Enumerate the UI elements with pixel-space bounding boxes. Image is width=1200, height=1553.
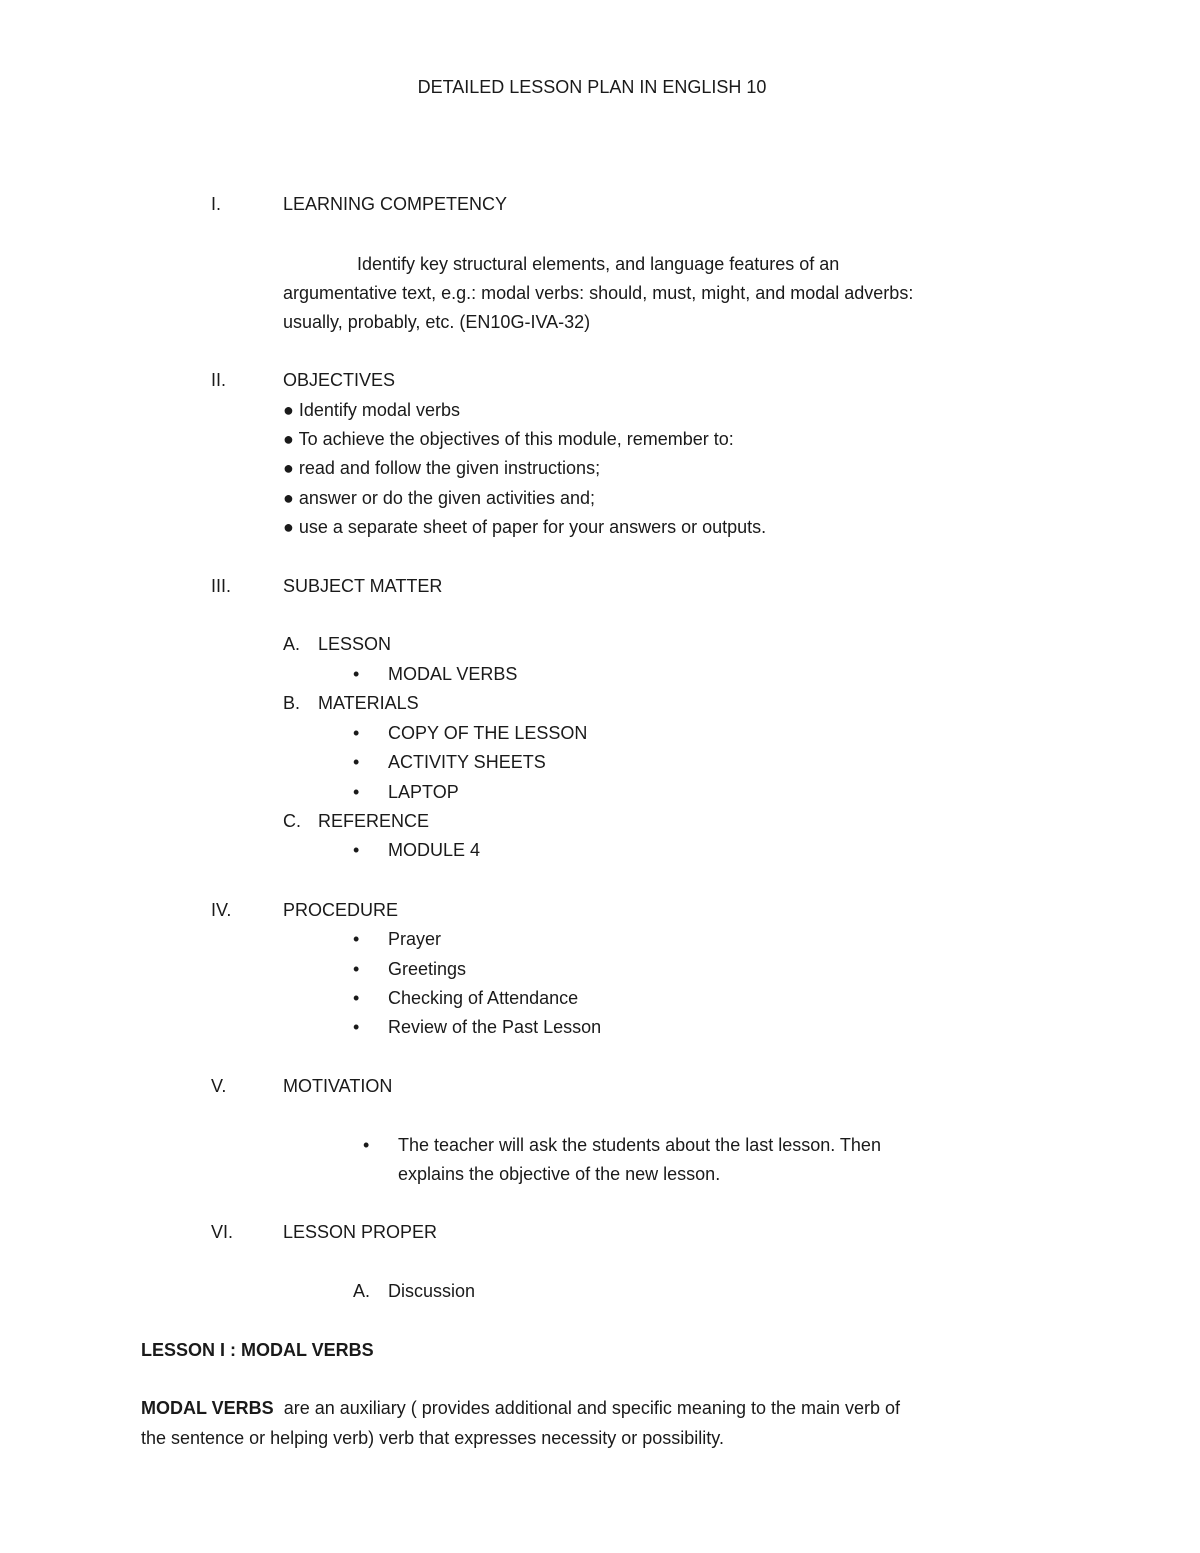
bullet-icon: ● xyxy=(283,517,294,537)
sub-label-lesson: LESSON xyxy=(318,634,392,654)
bullet-icon: • xyxy=(353,959,360,979)
section-numeral: I. xyxy=(211,194,222,214)
section-numeral: II. xyxy=(211,370,227,390)
section-heading-procedure: PROCEDURE xyxy=(283,900,399,920)
competency-line: Identify key structural elements, and language features of an xyxy=(357,254,840,274)
section-numeral: V. xyxy=(211,1076,227,1096)
definition-line: the sentence or helping verb) verb that expresses necessity or possibility. xyxy=(141,1428,724,1448)
sub-label-materials: MATERIALS xyxy=(318,693,419,713)
bullet-icon: • xyxy=(363,1135,370,1155)
section-heading-subject-matter: SUBJECT MATTER xyxy=(283,576,443,596)
list-item: ACTIVITY SHEETS xyxy=(388,752,546,772)
bullet-icon: • xyxy=(353,1017,360,1037)
section-heading-lesson-proper: LESSON PROPER xyxy=(283,1222,438,1242)
list-item: MODAL VERBS xyxy=(388,664,518,684)
objective-item: ● answer or do the given activities and; xyxy=(283,488,596,508)
definition-line: MODAL VERBS are an auxiliary ( provides additional and specific meaning to the main verb of xyxy=(141,1398,901,1418)
list-item: Checking of Attendance xyxy=(388,988,579,1008)
section-heading-objectives: OBJECTIVES xyxy=(283,370,396,390)
competency-line: argumentative text, e.g.: modal verbs: should, must, might, and modal adverbs: xyxy=(283,283,914,303)
bullet-icon: ● xyxy=(283,488,294,508)
bullet-icon: • xyxy=(353,664,360,684)
sub-label-reference: REFERENCE xyxy=(318,811,430,831)
bullet-icon: • xyxy=(353,988,360,1008)
section-numeral: IV. xyxy=(211,900,232,920)
list-item: LAPTOP xyxy=(388,782,459,802)
objective-item: ● Identify modal verbs xyxy=(283,400,460,420)
sub-letter: C. xyxy=(283,811,301,831)
page-title: DETAILED LESSON PLAN IN ENGLISH 10 xyxy=(417,77,767,97)
section-numeral: VI. xyxy=(211,1222,234,1242)
lesson-heading: LESSON I : MODAL VERBS xyxy=(141,1340,374,1360)
section-heading-motivation: MOTIVATION xyxy=(283,1076,393,1096)
list-item: Prayer xyxy=(388,929,442,949)
list-item: Greetings xyxy=(388,959,467,979)
sub-letter: A. xyxy=(283,634,301,654)
bullet-icon: • xyxy=(353,723,360,743)
bullet-icon: • xyxy=(353,929,360,949)
bullet-icon: ● xyxy=(283,400,294,420)
motivation-line: explains the objective of the new lesson. xyxy=(398,1164,721,1184)
list-item: Review of the Past Lesson xyxy=(388,1017,602,1037)
motivation-line: The teacher will ask the students about the last lesson. Then xyxy=(398,1135,881,1155)
section-heading-learning-competency: LEARNING COMPETENCY xyxy=(283,194,508,214)
bullet-icon: ● xyxy=(283,458,294,478)
list-item: MODULE 4 xyxy=(388,840,481,860)
sub-label-discussion: Discussion xyxy=(388,1281,476,1301)
objective-item: ● use a separate sheet of paper for your answers or outputs. xyxy=(283,517,767,537)
bullet-icon: ● xyxy=(283,429,294,449)
objective-item: ● To achieve the objectives of this module, remember to: xyxy=(283,429,734,449)
sub-letter: B. xyxy=(283,693,301,713)
section-numeral: III. xyxy=(211,576,232,596)
objective-item: ● read and follow the given instructions; xyxy=(283,458,601,478)
bullet-icon: • xyxy=(353,782,360,802)
sub-letter: A. xyxy=(353,1281,371,1301)
competency-line: usually, probably, etc. (EN10G-IVA-32) xyxy=(283,312,591,332)
definition-term: MODAL VERBS xyxy=(141,1398,274,1418)
bullet-icon: • xyxy=(353,752,360,772)
bullet-icon: • xyxy=(353,840,360,860)
list-item: COPY OF THE LESSON xyxy=(388,723,588,743)
